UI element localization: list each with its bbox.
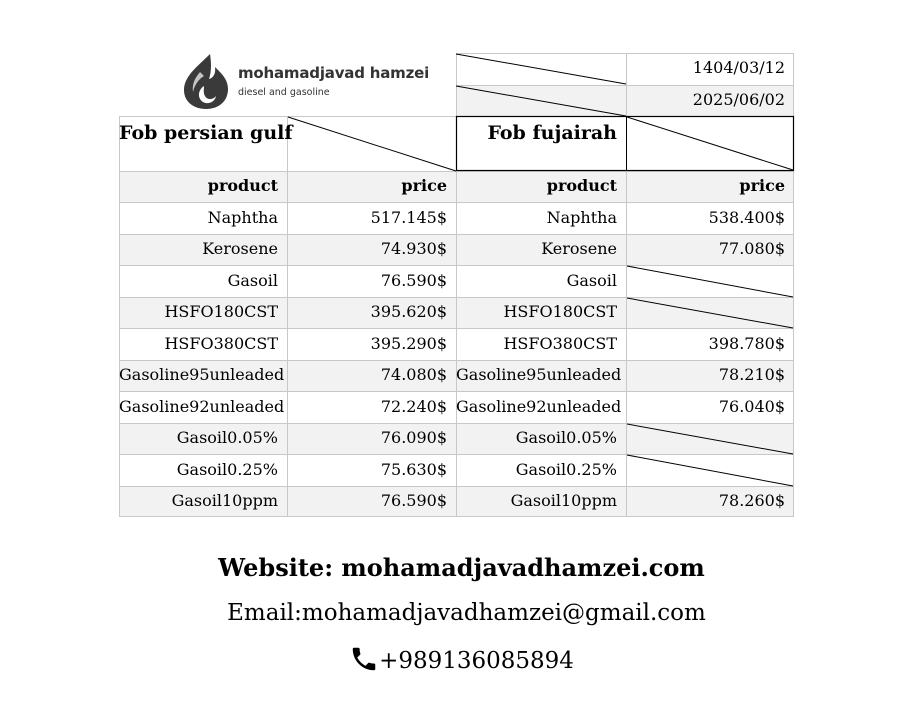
fujairah-price-cell: 78.210$ [718, 365, 785, 384]
column-header-product: product [546, 176, 617, 195]
column-header-price: price [739, 176, 785, 195]
gulf-price-cell: 76.090$ [380, 428, 447, 447]
fujairah-product-cell: Gasoil0.25% [515, 460, 617, 479]
gulf-price-cell: 74.930$ [380, 239, 447, 258]
fujairah-product-cell: Kerosene [541, 239, 617, 258]
gulf-price-cell: 72.240$ [380, 397, 447, 416]
gulf-price-cell: 74.080$ [380, 365, 447, 384]
gulf-product-cell: Gasoline95unleaded [119, 365, 285, 384]
fujairah-product-cell: Gasoil [566, 271, 617, 290]
fujairah-product-cell: HSFO380CST [503, 334, 617, 353]
gulf-price-cell: 76.590$ [380, 271, 447, 290]
date-gregorian: 2025/06/02 [692, 90, 785, 109]
gulf-product-cell: Kerosene [202, 239, 278, 258]
column-header-product: product [207, 176, 278, 195]
gulf-product-cell: Gasoline92unleaded [119, 397, 285, 416]
fujairah-price-cell: 538.400$ [708, 208, 785, 227]
gulf-price-cell: 517.145$ [370, 208, 447, 227]
fujairah-price-cell: 398.780$ [708, 334, 785, 353]
fujairah-price-cell [626, 455, 794, 486]
fujairah-product-cell: Gasoil10ppm [510, 491, 617, 510]
gulf-product-cell: Gasoil0.25% [176, 460, 278, 479]
phone-line [0, 644, 923, 674]
email-text: Email:mohamadjavadhamzei@gmail.com [227, 600, 706, 626]
gulf-product-cell: HSFO180CST [164, 302, 278, 321]
gulf-product-cell: HSFO380CST [164, 334, 278, 353]
fujairah-product-cell: Gasoline92unleaded [456, 397, 622, 416]
fujairah-price-cell [626, 423, 794, 455]
gulf-product-cell: Gasoil0.05% [176, 428, 278, 447]
date-persian: 1404/03/12 [692, 58, 785, 77]
website-text: Website: mohamadjavadhamzei.com [218, 553, 705, 582]
gulf-price-cell: 76.590$ [380, 491, 447, 510]
gulf-price-cell: 75.630$ [380, 460, 447, 479]
brand-tagline: diesel and gasoline [238, 87, 330, 98]
brand-name: mohamadjavad hamzei [238, 64, 430, 82]
fujairah-price-cell [626, 266, 794, 297]
fujairah-product-cell: Naphtha [546, 208, 617, 227]
gulf-product-cell: Naphtha [207, 208, 278, 227]
phone-icon [349, 644, 379, 674]
fujairah-product-cell: Gasoil0.05% [515, 428, 617, 447]
gulf-product-cell: Gasoil10ppm [171, 491, 278, 510]
gulf-price-cell: 395.620$ [370, 302, 447, 321]
column-header-price: price [401, 176, 447, 195]
fujairah-price-cell [626, 297, 794, 329]
gulf-price-cell: 395.290$ [370, 334, 447, 353]
fujairah-product-cell: Gasoline95unleaded [456, 365, 622, 384]
section-title-fujairah: Fob fujairah [487, 122, 617, 144]
fujairah-price-cell: 77.080$ [718, 239, 785, 258]
fujairah-price-cell: 78.260$ [718, 491, 785, 510]
section-title-persian-gulf: Fob persian gulf [119, 122, 293, 144]
gulf-product-cell: Gasoil [227, 271, 278, 290]
fujairah-product-cell: HSFO180CST [503, 302, 617, 321]
phone-number: +989136085894 [379, 648, 574, 674]
fujairah-price-cell: 76.040$ [718, 397, 785, 416]
